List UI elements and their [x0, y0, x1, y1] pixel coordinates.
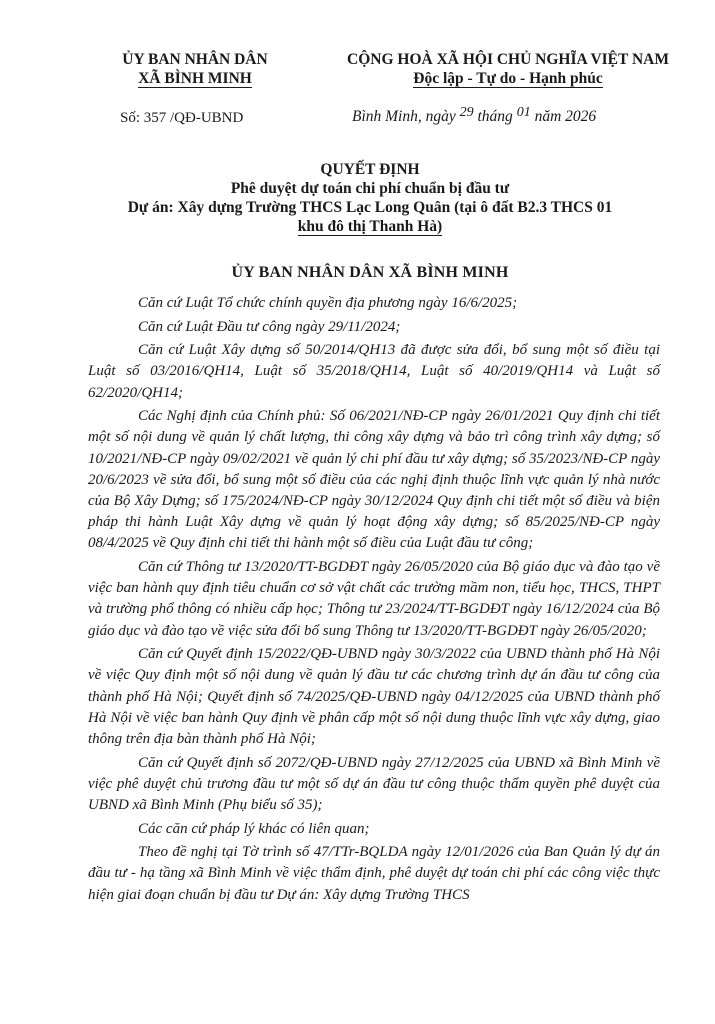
document-body: [88, 293, 660, 908]
title-heading: QUYẾT ĐỊNH: [320, 161, 420, 178]
national-slogan: [318, 69, 698, 88]
date-month-label: tháng: [477, 108, 513, 125]
date-month: 01: [516, 105, 531, 120]
date-day: 29: [459, 105, 474, 120]
document-header: [0, 50, 715, 140]
national-slogan-text: Độc lập - Tự do - Hạnh phúc: [413, 70, 603, 87]
title-project-line2-text: khu đô thị Thanh Hà): [297, 218, 443, 235]
date-place: Bình Minh, ngày: [352, 108, 456, 125]
paragraph: Căn cứ Quyết định số 2072/QĐ-UBND ngày 27/12/2025 của UBND xã Bình Minh về việc phê duyệt chủ trương đầu tư một số dự án đầu tư công thuộc thẩm quyền phê duyệt của UBND xã Bình Minh (Phụ biểu số 35);: [88, 754, 660, 814]
paragraph: Các căn cứ pháp lý khác có liên quan;: [138, 820, 370, 837]
document-date: [352, 105, 597, 126]
paragraph: Căn cứ Quyết định 15/2022/QĐ-UBND ngày 30/3/2022 của UBND thành phố Hà Nội về việc Quy định một số nội dung về quản lý đầu tư các chương trình dự án đầu tư công của thành phố Hà Nội; Quyết định số 74/2025/QĐ-UBND ngày 04/12/2025 của UBND thành phố Hà Nội về việc ban hành Quy định về phân cấp một số nội dung thuộc lĩnh vực xây dựng, giao thông trên địa bàn thành phố Hà Nội;: [88, 646, 660, 748]
issuing-authority: ỦY BAN NHÂN DÂN XÃ BÌNH MINH: [231, 264, 509, 281]
agency-name: ỦY BAN NHÂN DÂN: [122, 51, 268, 68]
paragraph: Căn cứ Luật Xây dựng số 50/2014/QH13 đã được sửa đổi, bổ sung một số điều tại Luật số 03/2016/QH14, Luật số 35/2018/QH14, Luật số 40/2019/QH14 và Luật số 62/2020/QH14;: [88, 342, 660, 401]
title-project-line2: [60, 217, 680, 236]
agency-subname-text: XÃ BÌNH MINH: [138, 70, 252, 87]
paragraph: Căn cứ Luật Tổ chức chính quyền địa phương ngày 16/6/2025;: [138, 295, 518, 311]
paragraph: Căn cứ Thông tư 13/2020/TT-BGDĐT ngày 26/05/2020 của Bộ giáo dục và đào tạo về việc ban hành quy định tiêu chuẩn cơ sở vật chất các trường mầm non, tiểu học, THCS, THPT và trường phổ thông có nhiều cấp học; Thông tư 23/2024/TT-BGDĐT ngày 16/12/2024 của Bộ giáo dục và đào tạo về việc sửa đổi bổ sung Thông tư 13/2020/TT-BGDĐT ngày 26/05/2020;: [88, 559, 660, 639]
title-project-line1: Dự án: Xây dựng Trường THCS Lạc Long Quân (tại ô đất B2.3 THCS 01: [127, 199, 613, 216]
paragraph: Các Nghị định của Chính phủ: Số 06/2021/NĐ-CP ngày 26/01/2021 Quy định chi tiết một số nội dung về quản lý chất lượng, thi công xây dựng và bảo trì công trình xây dựng; số 10/2021/NĐ-CP ngày 09/02/2021 về quản lý chi phí đầu tư xây dựng; số 35/2023/NĐ-CP ngày 20/6/2023 về sửa đổi, bổ sung một số điều của các nghị định thuộc lĩnh vực quản lý nhà nước của Bộ Xây Dựng; số 175/2024/NĐ-CP ngày 30/12/2024 Quy định chi tiết một số điều và biện pháp thi hành Luật Xây dựng về quản lý hoạt động xây dựng; số 85/2025/NĐ-CP ngày 08/4/2025 về Quy định chi tiết thi hành một số điều của Luật đầu tư công;: [88, 408, 660, 552]
title-subtitle: Phê duyệt dự toán chi phí chuẩn bị đầu tư: [230, 180, 510, 197]
document-title: [60, 160, 680, 236]
paragraph: Căn cứ Luật Đầu tư công ngày 29/11/2024;: [138, 318, 401, 335]
agency-subname: [95, 69, 295, 88]
paragraph: Theo đề nghị tại Tờ trình số 47/TTr-BQLDA ngày 12/01/2026 của Ban Quản lý dự án đầu tư - hạ tầng xã Bình Minh về việc thẩm định, phê duyệt dự toán chi phí các công việc thực hiện giai đoạn chuẩn bị đầu tư Dự án: Xây dựng Trường THCS: [88, 844, 660, 903]
date-year: năm 2026: [534, 108, 597, 125]
document-number: Số: 357 /QĐ-UBND: [120, 110, 244, 126]
national-motto: CỘNG HOÀ XÃ HỘI CHỦ NGHĨA VIỆT NAM: [347, 51, 669, 68]
